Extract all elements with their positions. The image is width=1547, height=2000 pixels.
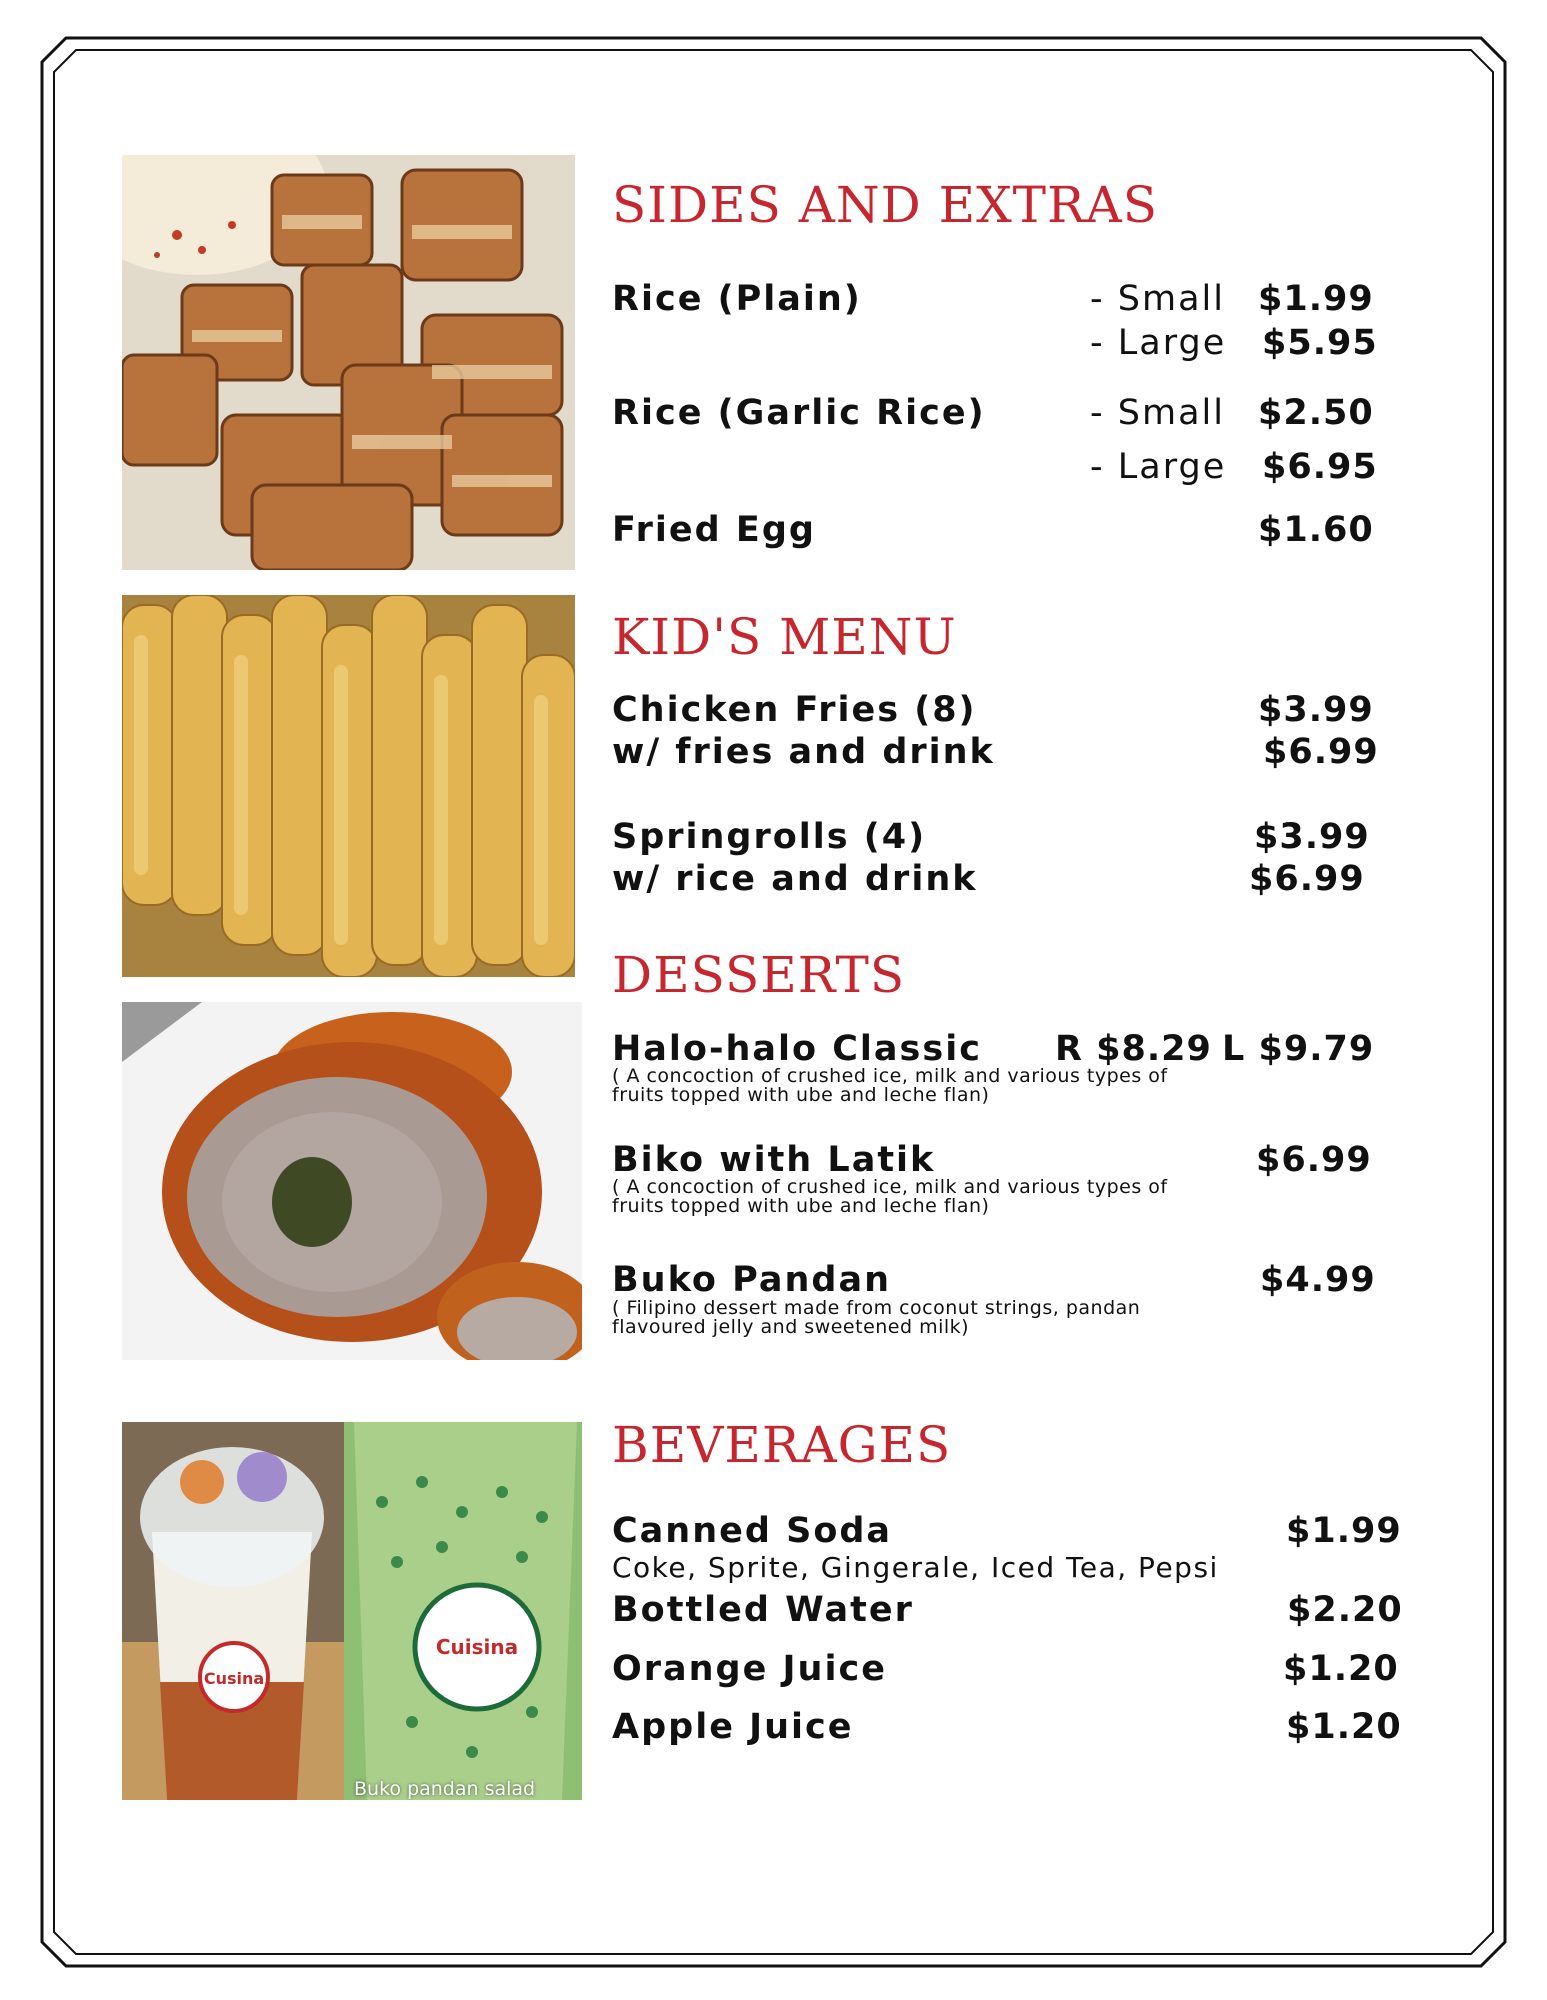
- item-name-rice-plain: Rice (Plain): [612, 279, 862, 319]
- item-price: $2.20: [1287, 1590, 1403, 1630]
- item-price: $1.20: [1283, 1649, 1399, 1689]
- item-name-orange-juice: Orange Juice: [612, 1649, 887, 1689]
- item-combo: w/ rice and drink: [612, 859, 978, 899]
- photo-caption: Buko pandan salad: [354, 1778, 536, 1800]
- item-name-rice-garlic: Rice (Garlic Rice): [612, 393, 986, 433]
- item-description: ( A concoction of crushed ice, milk and various types of fruits topped with ube and leche flan): [612, 1176, 1168, 1217]
- item-sub-list: Coke, Sprite, Gingerale, Iced Tea, Pepsi: [612, 1551, 1219, 1584]
- item-combo-price: $6.99: [1249, 859, 1365, 899]
- item-price: $1.99: [1258, 279, 1374, 319]
- item-name-buko-pandan: Buko Pandan: [612, 1260, 891, 1300]
- item-option-small: - Small: [1090, 279, 1225, 319]
- item-option-small: - Small: [1090, 393, 1225, 433]
- item-price: $4.99: [1260, 1260, 1376, 1300]
- lechon-kawali-photo: [122, 155, 575, 570]
- item-price: $5.95: [1262, 323, 1378, 363]
- lumpia-springrolls-photo: [122, 595, 575, 977]
- item-price: $6.99: [1256, 1140, 1372, 1180]
- item-price: $3.99: [1258, 690, 1374, 730]
- section-title-kids: KID'S MENU: [612, 608, 957, 666]
- item-price: $1.60: [1258, 510, 1374, 550]
- item-price: $1.20: [1286, 1707, 1402, 1747]
- section-title-sides: SIDES AND EXTRAS: [612, 176, 1159, 234]
- item-option-large: - Large: [1090, 447, 1227, 487]
- item-description: ( A concoction of crushed ice, milk and various types of fruits topped with ube and leche flan): [612, 1065, 1168, 1106]
- item-name-apple-juice: Apple Juice: [612, 1707, 854, 1747]
- section-title-beverages: BEVERAGES: [612, 1416, 952, 1474]
- item-price: $2.50: [1258, 393, 1374, 433]
- item-description: ( Filipino dessert made from coconut strings, pandan flavoured jelly and sweetened milk): [612, 1297, 1141, 1338]
- item-combo-price: $6.99: [1263, 732, 1379, 772]
- item-name-chicken-fries: Chicken Fries (8): [612, 690, 977, 730]
- item-price-regular: R $8.29: [1055, 1029, 1212, 1069]
- item-price-large: L $9.79: [1222, 1029, 1375, 1069]
- item-name-biko: Biko with Latik: [612, 1140, 936, 1180]
- item-option-large: - Large: [1090, 323, 1227, 363]
- item-name-springrolls: Springrolls (4): [612, 817, 927, 857]
- item-price: $6.95: [1262, 447, 1378, 487]
- beverages-photo: [122, 1422, 582, 1800]
- item-name-halo-halo: Halo-halo Classic: [612, 1029, 982, 1069]
- cup-logo-text-2: Cuisina: [435, 1635, 519, 1659]
- section-title-desserts: DESSERTS: [612, 946, 906, 1004]
- item-name-bottled-water: Bottled Water: [612, 1590, 914, 1630]
- item-combo: w/ fries and drink: [612, 732, 995, 772]
- item-name-canned-soda: Canned Soda: [612, 1511, 893, 1551]
- item-price: $3.99: [1254, 817, 1370, 857]
- item-price: $1.99: [1286, 1511, 1402, 1551]
- item-name-fried-egg: Fried Egg: [612, 510, 816, 550]
- lechon-belly-photo: [122, 1002, 582, 1360]
- cup-logo-text: Cusina: [203, 1669, 265, 1688]
